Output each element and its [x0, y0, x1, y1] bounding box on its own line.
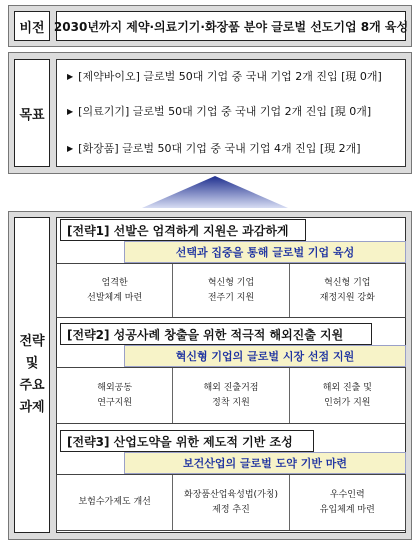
task-cell — [173, 264, 289, 317]
strategy-label-line: 및 — [25, 356, 39, 371]
goals-label: 목표 — [14, 59, 50, 167]
task-line: 우수인력 — [329, 489, 365, 500]
strategy-2-tasks — [56, 367, 406, 424]
vision-label: 비전 — [14, 11, 50, 41]
task-line: 혁신형 기업 — [324, 277, 371, 288]
task-line: 해외 진출 및 — [322, 382, 372, 393]
goal-text: [제약바이오] 글로벌 50대 기업 중 국내 기업 2개 진입 [現 0개] — [78, 70, 382, 83]
strategy-label — [14, 217, 50, 533]
right-triangle-icon: ▶ — [67, 71, 74, 81]
task-line: 제정 추진 — [212, 504, 250, 515]
task-line: 정착 지원 — [212, 397, 250, 408]
right-triangle-icon: ▶ — [67, 106, 74, 116]
strategy-1-title: [전략1] 선발은 엄격하게 지원은 과감하게 — [60, 219, 306, 241]
task-line: 화장품산업육성법(가칭) — [184, 489, 278, 500]
task-cell — [173, 368, 289, 423]
goals-panel — [56, 59, 406, 167]
task-cell — [57, 475, 173, 530]
task-cell — [290, 368, 405, 423]
right-triangle-icon: ▶ — [67, 143, 74, 153]
task-line: 연구지원 — [97, 397, 133, 408]
task-line: 엄격한 — [101, 277, 128, 288]
task-line: 유입체계 마련 — [319, 504, 375, 515]
task-cell — [290, 475, 405, 530]
goal-item — [67, 68, 382, 84]
goal-text: [의료기기] 글로벌 50대 기업 중 국내 기업 2개 진입 [現 0개] — [78, 105, 372, 118]
goal-item — [67, 103, 371, 119]
task-line: 해외공동 — [97, 382, 133, 393]
task-line: 인허가 지원 — [324, 397, 371, 408]
strategy-2-title: [전략2] 성공사례 창출을 위한 적극적 해외진출 지원 — [60, 323, 372, 345]
strategy-label-line: 주요 — [19, 378, 45, 393]
strategy-1-tasks — [56, 263, 406, 318]
task-line: 전주기 지원 — [207, 292, 255, 303]
strategy-2-subtitle: 혁신형 기업의 글로벌 시장 선점 지원 — [124, 345, 406, 367]
vision-text: 2030년까지 제약·의료기기·화장품 분야 글로벌 선도기업 8개 육성 — [56, 11, 406, 41]
strategy-3-title: [전략3] 산업도약을 위한 제도적 기반 조성 — [60, 430, 314, 452]
strategy-label-line: 전략 — [19, 334, 45, 349]
strategy-label-line: 과제 — [19, 400, 45, 415]
task-cell — [290, 264, 405, 317]
strategy-1-subtitle: 선택과 집중을 통해 글로벌 기업 육성 — [124, 241, 406, 263]
task-cell — [173, 475, 289, 530]
task-line: 선발체계 마련 — [87, 292, 143, 303]
strategy-3-tasks — [56, 474, 406, 531]
task-line: 해외 진출거점 — [203, 382, 259, 393]
task-cell — [57, 368, 173, 423]
task-line: 보험수가제도 개선 — [78, 497, 151, 507]
task-line: 재정지원 강화 — [319, 292, 375, 303]
task-cell — [57, 264, 173, 317]
goal-item — [67, 140, 361, 156]
task-line: 혁신형 기업 — [207, 277, 255, 288]
strategy-3-subtitle: 보건산업의 글로벌 도약 기반 마련 — [124, 452, 406, 474]
up-arrow-icon — [140, 174, 290, 210]
goal-text: [화장품] 글로벌 50대 기업 중 국내 기업 4개 진입 [現 2개] — [78, 142, 361, 155]
